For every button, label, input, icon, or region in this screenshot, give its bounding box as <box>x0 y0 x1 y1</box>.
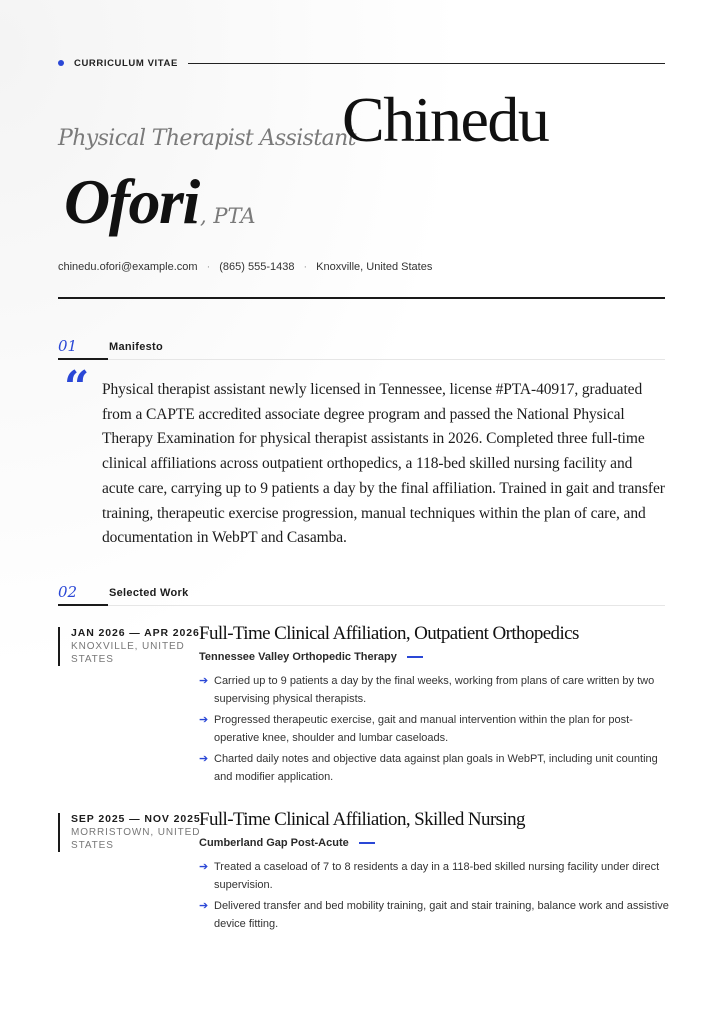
accent-dot-icon <box>58 60 64 66</box>
bullet-text: Treated a caseload of 7 to 8 residents a day in a 118-bed skilled nursing facility under direct supervision. <box>214 861 660 891</box>
work-entry-body <box>199 623 669 789</box>
contact-email[interactable]: chinedu.ofori@example.com <box>58 261 198 273</box>
work-location: MORRISTOWN, UNITED STATES <box>71 827 201 851</box>
work-organization-name: Cumberland Gap Post-Acute <box>199 837 349 849</box>
role-title: Physical Therapist Assistant <box>58 126 356 151</box>
contact-phone[interactable]: (865) 555-1438 <box>219 261 295 273</box>
list-item <box>199 672 669 708</box>
work-location: KNOXVILLE, UNITED STATES <box>71 641 185 665</box>
section-rule <box>58 359 665 360</box>
list-item <box>199 897 669 933</box>
organization-dash <box>407 656 423 658</box>
work-bullets <box>199 672 669 786</box>
contact-location: Knoxville, United States <box>316 261 433 273</box>
header-divider <box>58 297 665 299</box>
arrow-right-icon: ➔ <box>199 861 209 873</box>
section-title: Selected Work <box>109 587 189 599</box>
name-suffix: , PTA <box>200 204 256 228</box>
section-rule-accent <box>58 358 108 360</box>
manifesto-text: Physical therapist assistant newly licensed in Tennessee, license #PTA-40917, graduated from a CAPTE accredited associate degree program and passed the National Physical Therapy Examination for physical therapist assistants in 2026. Completed three full-time clinical affiliations across outpatient orthopedics, a 118-bed skilled nursing facility and acute care, carrying up to 9 patients a day by the final affiliation. Trained in gait and transfer training, therapeutic exercise progression, manual techniques within the plan of care, and documentation in WebPT and Casamba. <box>102 381 665 547</box>
section-header-work <box>58 583 665 611</box>
last-name: Ofori <box>64 166 199 237</box>
work-title: Full-Time Clinical Affiliation, Skilled Nursing <box>199 809 525 830</box>
arrow-right-icon: ➔ <box>199 753 209 765</box>
section-rule <box>58 605 665 606</box>
section-number: 02 <box>58 583 78 601</box>
work-organization <box>199 651 669 663</box>
contact-separator: · <box>303 261 308 273</box>
bullet-text: Delivered transfer and bed mobility training, gait and stair training, balance work and assistive device fitting. <box>214 900 669 930</box>
header-kicker <box>58 56 665 70</box>
arrow-right-icon: ➔ <box>199 675 209 687</box>
section-rule-accent <box>58 604 108 606</box>
work-dates: JAN 2026 — APR 2026 <box>71 627 200 639</box>
arrow-right-icon: ➔ <box>199 900 209 912</box>
work-bullets <box>199 858 669 933</box>
work-entry-meta <box>58 813 201 852</box>
quote-mark-icon: “ <box>64 362 90 413</box>
bullet-text: Progressed therapeutic exercise, gait and manual intervention within the plan for post-operative knee, shoulder and lumbar caseloads. <box>214 714 633 744</box>
work-entry-body <box>199 809 669 936</box>
section-number: 01 <box>58 337 78 355</box>
work-entry-meta <box>58 627 201 666</box>
kicker-rule <box>188 63 665 64</box>
bullet-text: Carried up to 9 patients a day by the final weeks, working from plans of care written by two supervising physical therapists. <box>214 675 655 705</box>
arrow-right-icon: ➔ <box>199 714 209 726</box>
list-item <box>199 858 669 894</box>
kicker-label: CURRICULUM VITAE <box>74 57 178 69</box>
contact-line <box>58 261 432 273</box>
organization-dash <box>359 842 375 844</box>
section-title: Manifesto <box>109 341 164 353</box>
contact-separator: · <box>206 261 211 273</box>
work-dates: SEP 2025 — NOV 2025 <box>71 813 201 825</box>
work-organization <box>199 837 669 849</box>
work-title: Full-Time Clinical Affiliation, Outpatient Orthopedics <box>199 623 579 644</box>
section-header-manifesto <box>58 337 665 365</box>
first-name: Chinedu <box>342 84 549 155</box>
list-item <box>199 711 669 747</box>
list-item <box>199 750 669 786</box>
bullet-text: Charted daily notes and objective data against plan goals in WebPT, including unit counting and modifier application. <box>214 753 658 783</box>
work-organization-name: Tennessee Valley Orthopedic Therapy <box>199 651 397 663</box>
